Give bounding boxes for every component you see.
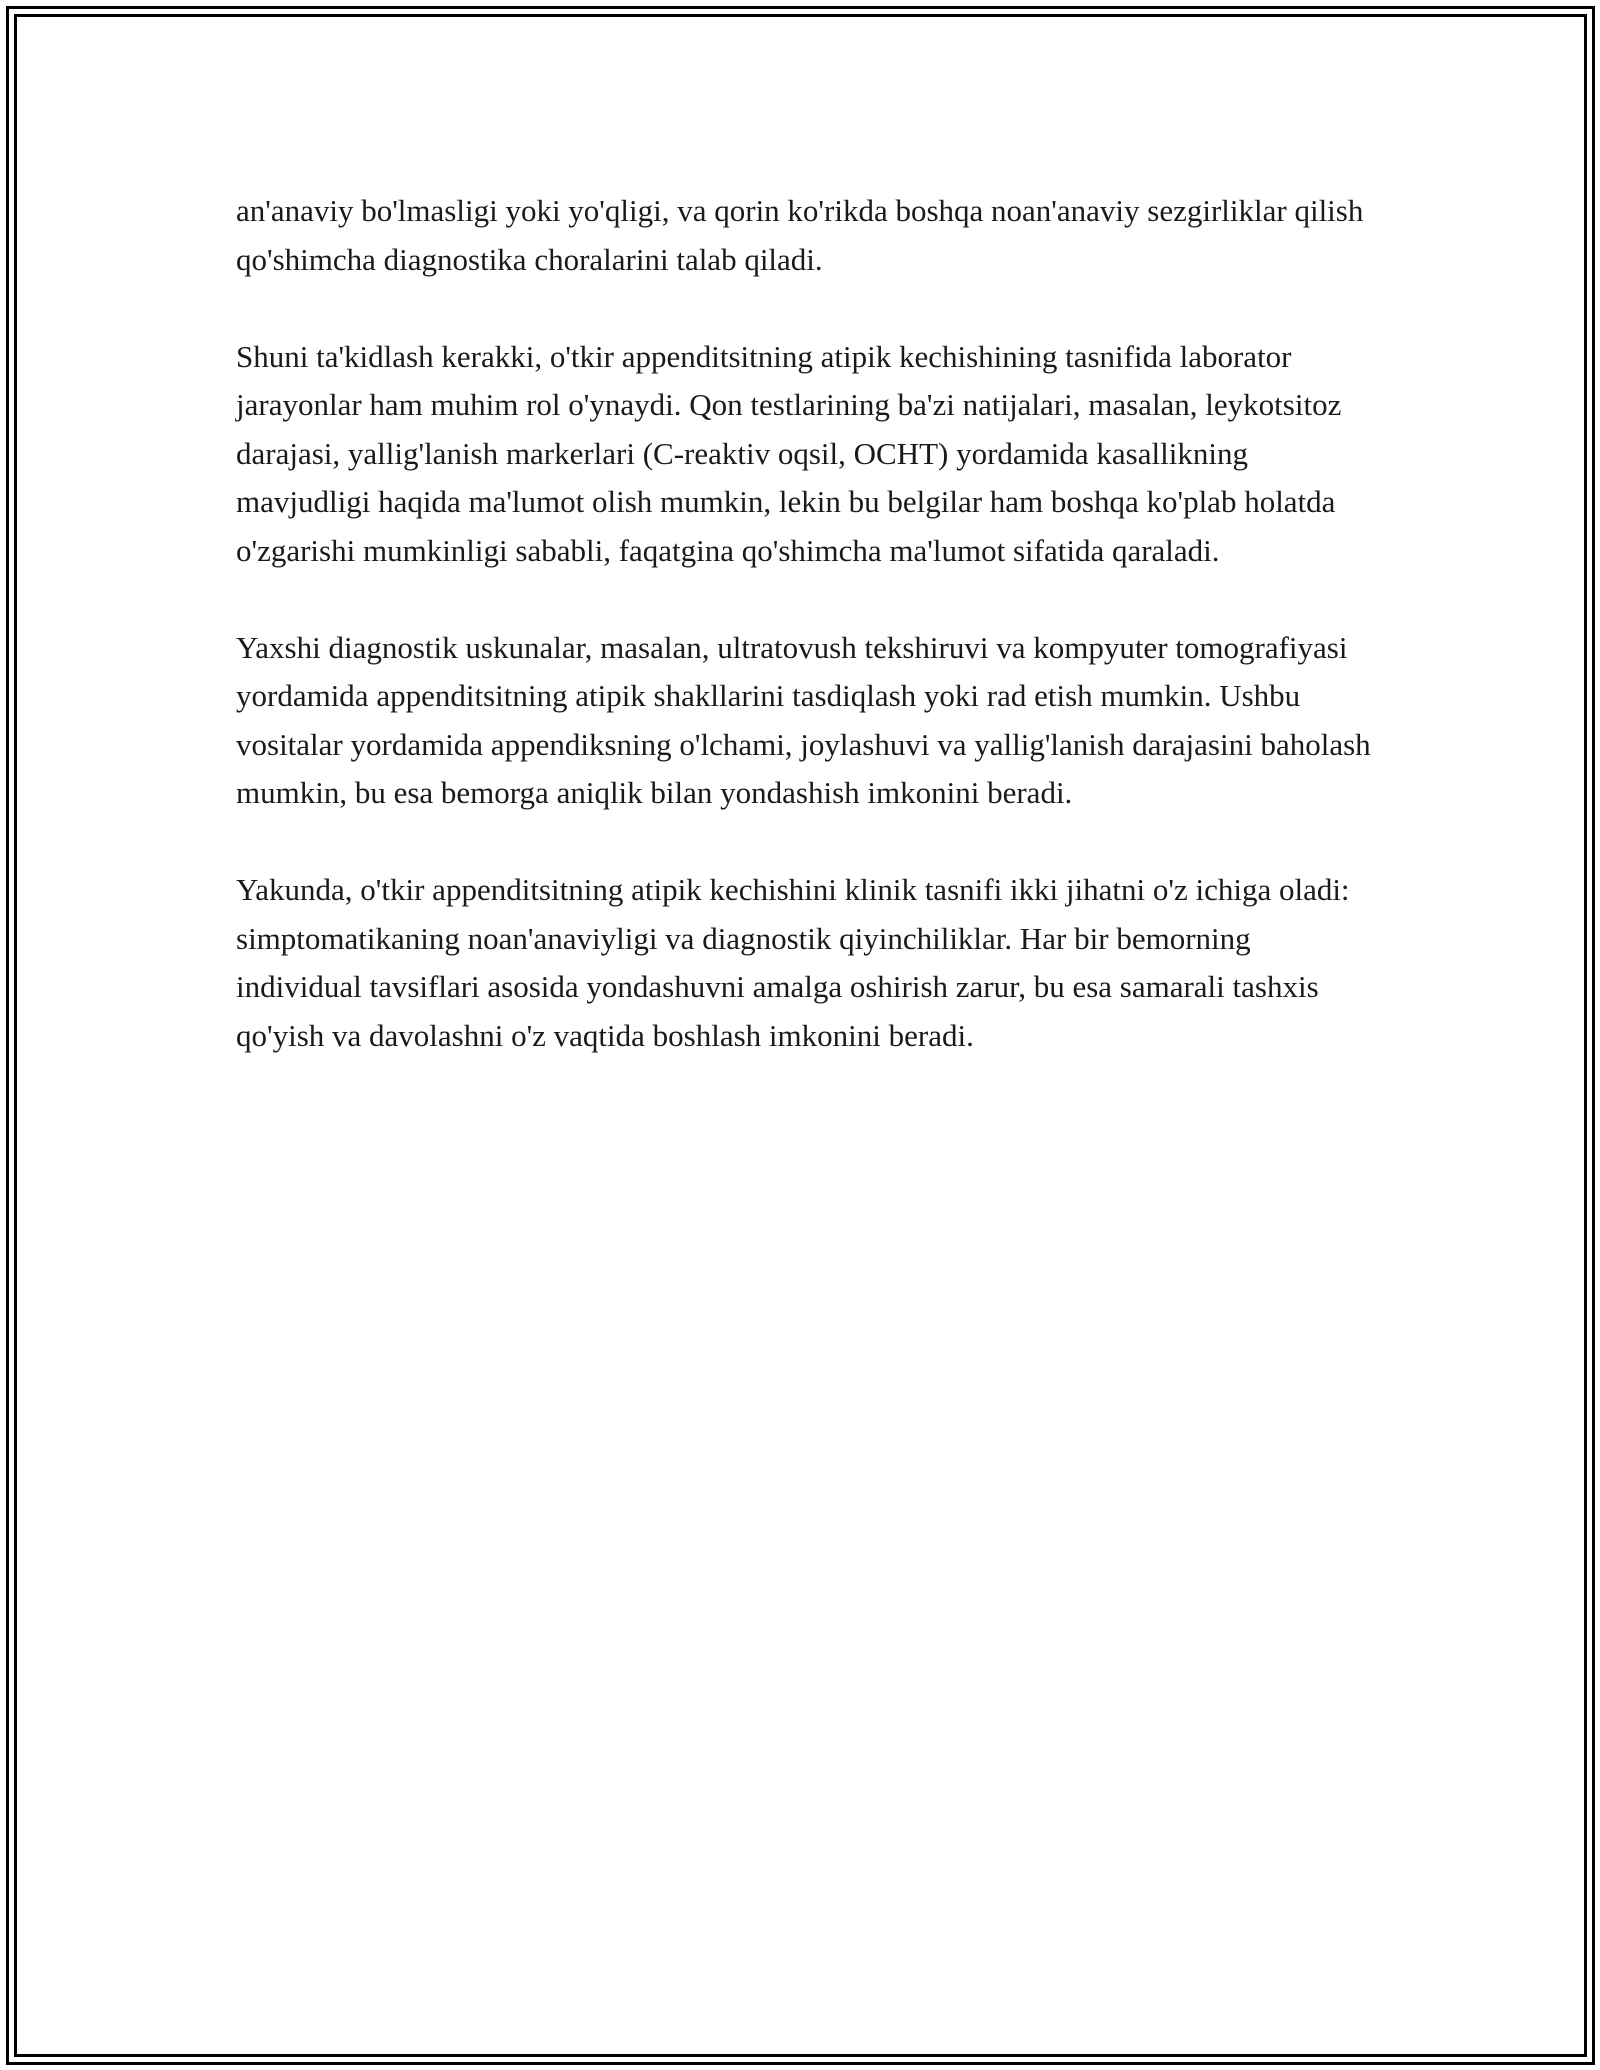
paragraph-continuation: an'anaviy bo'lmasligi yoki yo'qligi, va qorin ko'rikda boshqa noan'anaviy sezgirliklar qilish qo'shimcha diagnostika choralarini talab qiladi.	[236, 193, 1364, 277]
paragraph-diagnostic-equipment: Yaxshi diagnostik uskunalar, masalan, ultratovush tekshiruvi va kompyuter tomografiyasi yordamida appenditsitning atipik shakllarini tasdiqlash yoki rad etish mumkin. Ushbu vositalar yordamida appendiksning o'lchami, joylashuvi va yallig'lanish darajasini baholash mumkin, bu esa bemorga aniqlik bilan yondashish imkonini beradi.	[236, 629, 1371, 810]
paragraph-conclusion: Yakunda, o'tkir appenditsitning atipik kechishini klinik tasnifi ikki jihatni o'z ichiga oladi: simptomatikaning noan'anaviyligi va diagnostik qiyinchiliklar. Har bir bemorning individual tavsiflari asosida yondashuvni amalga oshirish zarur, bu esa samarali tashxis qo'yish va davolashni o'z vaqtida boshlash imkonini beradi.	[236, 872, 1350, 1053]
document-body	[236, 187, 1376, 1060]
paragraph-laboratory: Shuni ta'kidlash kerakki, o'tkir appenditsitning atipik kechishining tasnifida laborator jarayonlar ham muhim rol o'ynaydi. Qon testlarining ba'zi natijalari, masalan, leykotsitoz darajasi, yallig'lanish markerlari (C-reaktiv oqsil, OCHT) yordamida kasallikning mavjudligi haqida ma'lumot olish mumkin, lekin bu belgilar ham boshqa ko'plab holatda o'zgarishi mumkinligi sababli, faqatgina qo'shimcha ma'lumot sifatida qaraladi.	[236, 338, 1342, 568]
